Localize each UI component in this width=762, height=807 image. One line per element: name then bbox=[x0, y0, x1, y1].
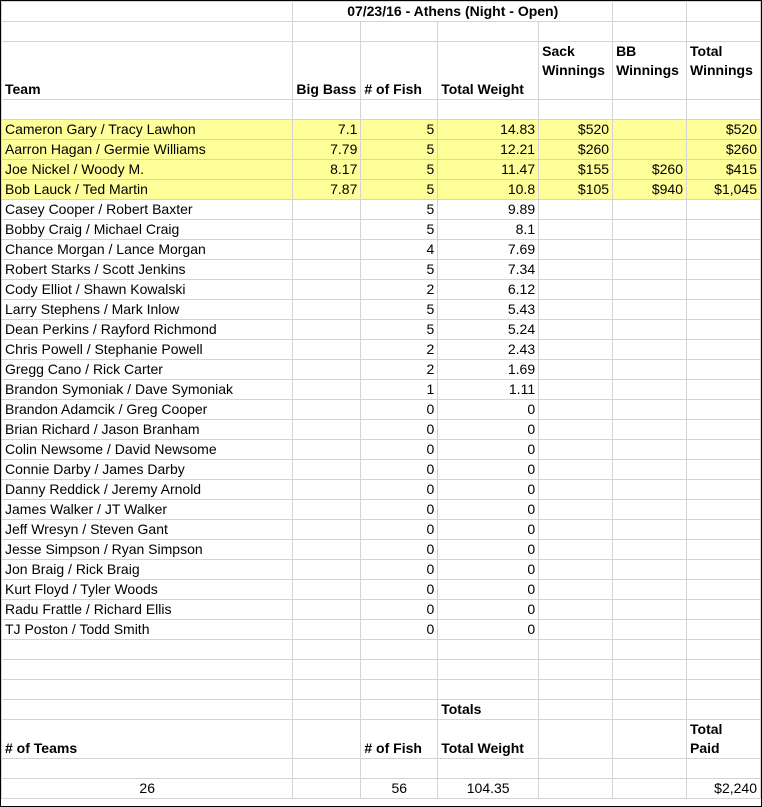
sack-winnings-cell bbox=[539, 260, 613, 280]
table-row bbox=[2, 560, 761, 580]
total-winnings-cell bbox=[687, 320, 761, 340]
table-row bbox=[2, 360, 761, 380]
bb-winnings-cell bbox=[613, 460, 687, 480]
team-cell: Kurt Floyd / Tyler Woods bbox=[2, 580, 293, 600]
fish-count-cell: 0 bbox=[361, 400, 438, 420]
total-winnings-cell bbox=[687, 260, 761, 280]
total-winnings-cell: $1,045 bbox=[687, 180, 761, 200]
total-winnings-cell bbox=[687, 280, 761, 300]
sack-winnings-cell bbox=[539, 420, 613, 440]
sack-winnings-cell: $105 bbox=[539, 180, 613, 200]
weight-cell: 0 bbox=[438, 520, 539, 540]
fish-count-cell: 5 bbox=[361, 220, 438, 240]
weight-cell: 12.21 bbox=[438, 140, 539, 160]
team-cell: TJ Poston / Todd Smith bbox=[2, 620, 293, 640]
bb-winnings-cell bbox=[613, 600, 687, 620]
total-winnings-cell bbox=[687, 440, 761, 460]
sack-winnings-cell bbox=[539, 320, 613, 340]
bb-winnings-cell bbox=[613, 480, 687, 500]
team-cell: Chance Morgan / Lance Morgan bbox=[2, 240, 293, 260]
results-table bbox=[1, 1, 761, 799]
header-big-bass: Big Bass bbox=[293, 42, 361, 100]
team-cell: Brandon Symoniak / Dave Symoniak bbox=[2, 380, 293, 400]
weight-cell: 0 bbox=[438, 560, 539, 580]
header-num-fish: # of Fish bbox=[361, 42, 438, 100]
sack-winnings-cell bbox=[539, 520, 613, 540]
total-winnings-cell bbox=[687, 340, 761, 360]
header-total-winnings: Total Winnings bbox=[687, 42, 761, 100]
paid-total: $2,240 bbox=[687, 779, 761, 799]
sack-winnings-cell bbox=[539, 500, 613, 520]
big-bass-cell bbox=[293, 580, 361, 600]
big-bass-cell bbox=[293, 480, 361, 500]
bb-winnings-cell bbox=[613, 280, 687, 300]
table-row bbox=[2, 420, 761, 440]
weight-cell: 0 bbox=[438, 500, 539, 520]
big-bass-cell bbox=[293, 440, 361, 460]
sack-winnings-cell bbox=[539, 380, 613, 400]
big-bass-cell bbox=[293, 600, 361, 620]
table-row bbox=[2, 480, 761, 500]
weight-cell: 0 bbox=[438, 580, 539, 600]
team-cell: James Walker / JT Walker bbox=[2, 500, 293, 520]
bb-winnings-cell bbox=[613, 580, 687, 600]
big-bass-cell: 7.1 bbox=[293, 120, 361, 140]
team-cell: Jesse Simpson / Ryan Simpson bbox=[2, 540, 293, 560]
bb-winnings-cell bbox=[613, 540, 687, 560]
fish-count-cell: 1 bbox=[361, 380, 438, 400]
total-winnings-cell: $520 bbox=[687, 120, 761, 140]
total-winnings-cell bbox=[687, 420, 761, 440]
fish-total: 56 bbox=[361, 779, 438, 799]
big-bass-cell bbox=[293, 400, 361, 420]
total-winnings-cell bbox=[687, 620, 761, 640]
sack-winnings-cell bbox=[539, 240, 613, 260]
sack-winnings-cell bbox=[539, 300, 613, 320]
big-bass-cell bbox=[293, 540, 361, 560]
teams-count: 26 bbox=[2, 779, 293, 799]
sack-winnings-cell bbox=[539, 440, 613, 460]
weight-cell: 2.43 bbox=[438, 340, 539, 360]
total-winnings-cell bbox=[687, 540, 761, 560]
table-row bbox=[2, 540, 761, 560]
team-cell: Dean Perkins / Rayford Richmond bbox=[2, 320, 293, 340]
fish-count-cell: 0 bbox=[361, 480, 438, 500]
sack-winnings-cell bbox=[539, 540, 613, 560]
bb-winnings-cell bbox=[613, 520, 687, 540]
table-row bbox=[2, 580, 761, 600]
weight-cell: 0 bbox=[438, 600, 539, 620]
team-cell: Danny Reddick / Jeremy Arnold bbox=[2, 480, 293, 500]
table-row bbox=[2, 260, 761, 280]
sack-winnings-cell bbox=[539, 280, 613, 300]
header-row bbox=[2, 42, 761, 100]
bb-winnings-cell bbox=[613, 200, 687, 220]
big-bass-cell bbox=[293, 280, 361, 300]
weight-total-label: Total Weight bbox=[438, 720, 539, 759]
big-bass-cell bbox=[293, 560, 361, 580]
sack-winnings-cell bbox=[539, 600, 613, 620]
bb-winnings-cell bbox=[613, 380, 687, 400]
weight-cell: 0 bbox=[438, 440, 539, 460]
paid-label: Total Paid bbox=[687, 720, 761, 759]
bb-winnings-cell bbox=[613, 120, 687, 140]
sack-winnings-cell: $260 bbox=[539, 140, 613, 160]
fish-count-cell: 0 bbox=[361, 580, 438, 600]
weight-cell: 0 bbox=[438, 480, 539, 500]
sack-winnings-cell: $520 bbox=[539, 120, 613, 140]
fish-count-cell: 4 bbox=[361, 240, 438, 260]
fish-count-cell: 5 bbox=[361, 120, 438, 140]
bb-winnings-cell bbox=[613, 140, 687, 160]
team-cell: Aarron Hagan / Germie Williams bbox=[2, 140, 293, 160]
total-winnings-cell bbox=[687, 300, 761, 320]
table-row bbox=[2, 440, 761, 460]
table-row bbox=[2, 520, 761, 540]
big-bass-cell bbox=[293, 260, 361, 280]
total-winnings-cell bbox=[687, 580, 761, 600]
sack-winnings-cell bbox=[539, 480, 613, 500]
table-row bbox=[2, 320, 761, 340]
fish-count-cell: 0 bbox=[361, 520, 438, 540]
big-bass-cell: 7.87 bbox=[293, 180, 361, 200]
team-cell: Larry Stephens / Mark Inlow bbox=[2, 300, 293, 320]
total-winnings-cell bbox=[687, 480, 761, 500]
weight-cell: 5.43 bbox=[438, 300, 539, 320]
header-total-weight: Total Weight bbox=[438, 42, 539, 100]
big-bass-cell bbox=[293, 340, 361, 360]
table-row bbox=[2, 180, 761, 200]
sack-winnings-cell bbox=[539, 220, 613, 240]
big-bass-cell bbox=[293, 380, 361, 400]
team-cell: Chris Powell / Stephanie Powell bbox=[2, 340, 293, 360]
fish-count-cell: 0 bbox=[361, 440, 438, 460]
weight-cell: 11.47 bbox=[438, 160, 539, 180]
fish-count-cell: 5 bbox=[361, 320, 438, 340]
fish-count-cell: 0 bbox=[361, 540, 438, 560]
fish-count-cell: 0 bbox=[361, 460, 438, 480]
sheet-title: 07/23/16 - Athens (Night - Open) bbox=[293, 2, 613, 22]
table-row bbox=[2, 300, 761, 320]
fish-count-cell: 5 bbox=[361, 300, 438, 320]
fish-count-cell: 0 bbox=[361, 420, 438, 440]
fish-count-cell: 5 bbox=[361, 180, 438, 200]
weight-cell: 7.34 bbox=[438, 260, 539, 280]
table-row bbox=[2, 600, 761, 620]
fish-total-label: # of Fish bbox=[361, 720, 438, 759]
team-cell: Bobby Craig / Michael Craig bbox=[2, 220, 293, 240]
sack-winnings-cell bbox=[539, 620, 613, 640]
table-row bbox=[2, 500, 761, 520]
header-team: Team bbox=[2, 42, 293, 100]
bb-winnings-cell bbox=[613, 420, 687, 440]
big-bass-cell: 8.17 bbox=[293, 160, 361, 180]
sack-winnings-cell bbox=[539, 560, 613, 580]
sack-winnings-cell bbox=[539, 400, 613, 420]
teams-label: # of Teams bbox=[2, 720, 293, 759]
total-winnings-cell bbox=[687, 560, 761, 580]
bb-winnings-cell bbox=[613, 320, 687, 340]
weight-cell: 1.69 bbox=[438, 360, 539, 380]
big-bass-cell bbox=[293, 220, 361, 240]
team-cell: Brian Richard / Jason Branham bbox=[2, 420, 293, 440]
bb-winnings-cell bbox=[613, 340, 687, 360]
weight-cell: 1.11 bbox=[438, 380, 539, 400]
table-row bbox=[2, 240, 761, 260]
total-winnings-cell bbox=[687, 460, 761, 480]
big-bass-cell bbox=[293, 460, 361, 480]
table-row bbox=[2, 120, 761, 140]
sack-winnings-cell: $155 bbox=[539, 160, 613, 180]
bb-winnings-cell bbox=[613, 560, 687, 580]
total-winnings-cell: $415 bbox=[687, 160, 761, 180]
team-cell: Jeff Wresyn / Steven Gant bbox=[2, 520, 293, 540]
fish-count-cell: 5 bbox=[361, 260, 438, 280]
fish-count-cell: 0 bbox=[361, 560, 438, 580]
big-bass-cell bbox=[293, 420, 361, 440]
weight-total: 104.35 bbox=[438, 779, 539, 799]
big-bass-cell bbox=[293, 320, 361, 340]
team-cell: Robert Starks / Scott Jenkins bbox=[2, 260, 293, 280]
weight-cell: 8.1 bbox=[438, 220, 539, 240]
team-cell: Bob Lauck / Ted Martin bbox=[2, 180, 293, 200]
team-cell: Colin Newsome / David Newsome bbox=[2, 440, 293, 460]
fish-count-cell: 0 bbox=[361, 620, 438, 640]
big-bass-cell bbox=[293, 620, 361, 640]
bb-winnings-cell bbox=[613, 300, 687, 320]
fish-count-cell: 2 bbox=[361, 340, 438, 360]
big-bass-cell bbox=[293, 500, 361, 520]
table-row bbox=[2, 340, 761, 360]
team-cell: Cameron Gary / Tracy Lawhon bbox=[2, 120, 293, 140]
team-cell: Gregg Cano / Rick Carter bbox=[2, 360, 293, 380]
total-winnings-cell bbox=[687, 380, 761, 400]
sack-winnings-cell bbox=[539, 360, 613, 380]
weight-cell: 6.12 bbox=[438, 280, 539, 300]
bb-winnings-cell: $940 bbox=[613, 180, 687, 200]
weight-cell: 0 bbox=[438, 400, 539, 420]
fish-count-cell: 5 bbox=[361, 200, 438, 220]
big-bass-cell bbox=[293, 300, 361, 320]
total-winnings-cell bbox=[687, 240, 761, 260]
weight-cell: 14.83 bbox=[438, 120, 539, 140]
total-winnings-cell: $260 bbox=[687, 140, 761, 160]
table-row bbox=[2, 620, 761, 640]
bb-winnings-cell bbox=[613, 620, 687, 640]
team-cell: Casey Cooper / Robert Baxter bbox=[2, 200, 293, 220]
total-winnings-cell bbox=[687, 360, 761, 380]
sack-winnings-cell bbox=[539, 340, 613, 360]
total-winnings-cell bbox=[687, 200, 761, 220]
fish-count-cell: 2 bbox=[361, 360, 438, 380]
fish-count-cell: 5 bbox=[361, 140, 438, 160]
table-row bbox=[2, 380, 761, 400]
total-winnings-cell bbox=[687, 220, 761, 240]
total-winnings-cell bbox=[687, 600, 761, 620]
table-row bbox=[2, 220, 761, 240]
sack-winnings-cell bbox=[539, 580, 613, 600]
table-row bbox=[2, 140, 761, 160]
weight-cell: 7.69 bbox=[438, 240, 539, 260]
total-winnings-cell bbox=[687, 520, 761, 540]
header-bb-winnings: BB Winnings bbox=[613, 42, 687, 100]
team-cell: Connie Darby / James Darby bbox=[2, 460, 293, 480]
weight-cell: 0 bbox=[438, 460, 539, 480]
table-row bbox=[2, 200, 761, 220]
header-sack-winnings: Sack Winnings bbox=[539, 42, 613, 100]
bb-winnings-cell bbox=[613, 220, 687, 240]
table-row bbox=[2, 280, 761, 300]
big-bass-cell bbox=[293, 200, 361, 220]
big-bass-cell bbox=[293, 360, 361, 380]
fish-count-cell: 0 bbox=[361, 500, 438, 520]
totals-label: Totals bbox=[438, 700, 539, 720]
team-cell: Radu Frattle / Richard Ellis bbox=[2, 600, 293, 620]
bb-winnings-cell bbox=[613, 400, 687, 420]
sack-winnings-cell bbox=[539, 460, 613, 480]
bb-winnings-cell bbox=[613, 500, 687, 520]
table-row bbox=[2, 160, 761, 180]
bb-winnings-cell bbox=[613, 440, 687, 460]
bb-winnings-cell bbox=[613, 260, 687, 280]
team-cell: Brandon Adamcik / Greg Cooper bbox=[2, 400, 293, 420]
fish-count-cell: 5 bbox=[361, 160, 438, 180]
sack-winnings-cell bbox=[539, 200, 613, 220]
weight-cell: 9.89 bbox=[438, 200, 539, 220]
weight-cell: 0 bbox=[438, 420, 539, 440]
bb-winnings-cell bbox=[613, 240, 687, 260]
big-bass-cell bbox=[293, 520, 361, 540]
total-winnings-cell bbox=[687, 500, 761, 520]
bb-winnings-cell bbox=[613, 360, 687, 380]
big-bass-cell: 7.79 bbox=[293, 140, 361, 160]
table-row bbox=[2, 400, 761, 420]
weight-cell: 0 bbox=[438, 620, 539, 640]
team-cell: Jon Braig / Rick Braig bbox=[2, 560, 293, 580]
table-row bbox=[2, 460, 761, 480]
weight-cell: 10.8 bbox=[438, 180, 539, 200]
big-bass-cell bbox=[293, 240, 361, 260]
team-cell: Cody Elliot / Shawn Kowalski bbox=[2, 280, 293, 300]
total-winnings-cell bbox=[687, 400, 761, 420]
team-cell: Joe Nickel / Woody M. bbox=[2, 160, 293, 180]
weight-cell: 0 bbox=[438, 540, 539, 560]
weight-cell: 5.24 bbox=[438, 320, 539, 340]
bb-winnings-cell: $260 bbox=[613, 160, 687, 180]
fish-count-cell: 2 bbox=[361, 280, 438, 300]
fish-count-cell: 0 bbox=[361, 600, 438, 620]
